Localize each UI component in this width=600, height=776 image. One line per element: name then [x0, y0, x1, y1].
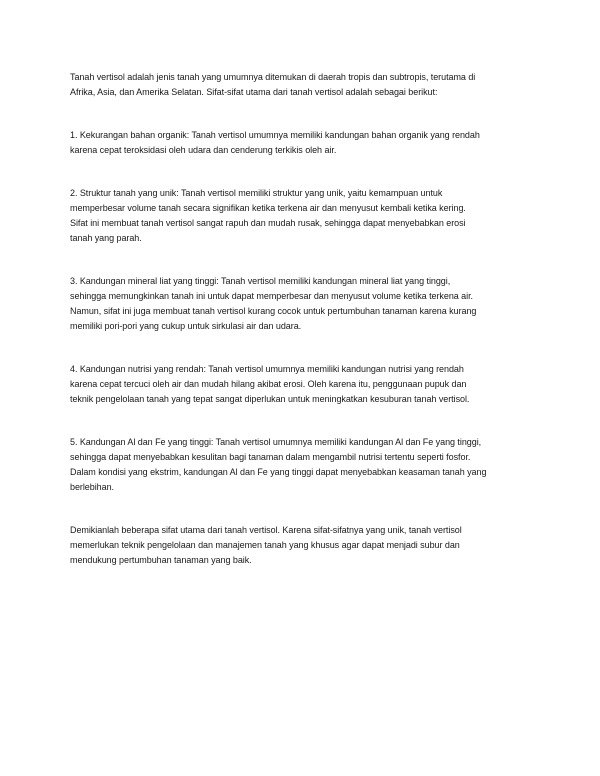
text-line: 5. Kandungan Al dan Fe yang tinggi: Tanah vertisol umumnya memiliki kandungan Al dan Fe yang tinggi,: [70, 437, 482, 447]
text-line: sehingga dapat menyebabkan kesulitan bagi tanaman dalam mengambil nutrisi tertentu seperti fosfor.: [70, 452, 471, 462]
text-line: Dalam kondisi yang ekstrim, kandungan Al dan Fe yang tinggi dapat menyebabkan keasaman tanah yang: [70, 467, 487, 477]
item-2-paragraph: [70, 186, 540, 246]
text-line: Sifat ini membuat tanah vertisol sangat rapuh dan mudah rusak, sehingga dapat menyebabkan erosi: [70, 218, 466, 228]
paragraph-gap: [70, 495, 540, 523]
text-line: memerlukan teknik pengelolaan dan manajemen tanah yang khusus agar dapat menjadi subur dan: [70, 540, 460, 550]
text-line: Afrika, Asia, dan Amerika Selatan. Sifat-sifat utama dari tanah vertisol adalah sebagai berikut:: [70, 87, 438, 97]
document-body: [70, 70, 540, 568]
item-5-paragraph: [70, 435, 540, 495]
item-4-paragraph: [70, 362, 540, 407]
text-line: 2. Struktur tanah yang unik: Tanah vertisol memiliki struktur yang unik, yaitu kemampuan untuk: [70, 188, 443, 198]
text-line: tanah yang parah.: [70, 233, 142, 243]
paragraph-gap: [70, 246, 540, 274]
intro-paragraph: [70, 70, 540, 100]
text-line: Demikianlah beberapa sifat utama dari tanah vertisol. Karena sifat-sifatnya yang unik, tanah vertisol: [70, 525, 462, 535]
text-line: Namun, sifat ini juga membuat tanah vertisol kurang cocok untuk pertumbuhan tanaman karena kurang: [70, 306, 477, 316]
text-line: 4. Kandungan nutrisi yang rendah: Tanah vertisol umumnya memiliki kandungan nutrisi yang rendah: [70, 364, 464, 374]
text-line: 1. Kekurangan bahan organik: Tanah vertisol umumnya memiliki kandungan bahan organik yang rendah: [70, 130, 480, 140]
paragraph-gap: [70, 407, 540, 435]
conclusion-paragraph: [70, 523, 540, 568]
text-line: karena cepat tercuci oleh air dan mudah hilang akibat erosi. Oleh karena itu, penggunaan pupuk dan: [70, 379, 467, 389]
text-line: mendukung pertumbuhan tanaman yang baik.: [70, 555, 252, 565]
text-line: memperbesar volume tanah secara signifikan ketika terkena air dan menyusut kembali ketika kering.: [70, 203, 466, 213]
paragraph-gap: [70, 100, 540, 128]
paragraph-gap: [70, 158, 540, 186]
text-line: 3. Kandungan mineral liat yang tinggi: Tanah vertisol memiliki kandungan mineral liat yang tinggi,: [70, 276, 451, 286]
text-line: teknik pengelolaan tanah yang tepat sangat diperlukan untuk meningkatkan kesuburan tanah vertisol.: [70, 394, 470, 404]
text-line: Tanah vertisol adalah jenis tanah yang umumnya ditemukan di daerah tropis dan subtropis, terutama di: [70, 72, 476, 82]
text-line: berlebihan.: [70, 482, 114, 492]
item-1-paragraph: [70, 128, 540, 158]
text-line: sehingga memungkinkan tanah ini untuk dapat memperbesar dan menyusut volume ketika terkena air.: [70, 291, 473, 301]
item-3-paragraph: [70, 274, 540, 334]
paragraph-gap: [70, 334, 540, 362]
text-line: karena cepat teroksidasi oleh udara dan cenderung terkikis oleh air.: [70, 145, 337, 155]
text-line: memiliki pori-pori yang cukup untuk sirkulasi air dan udara.: [70, 321, 302, 331]
